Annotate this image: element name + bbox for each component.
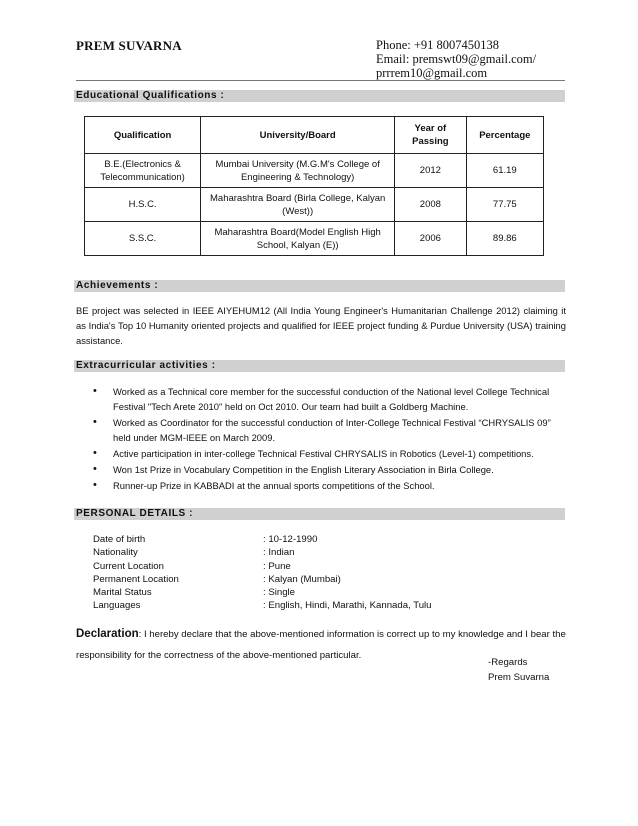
table-cell: S.S.C. xyxy=(85,222,201,256)
declaration-title: Declaration xyxy=(76,628,139,640)
column-header: Qualification xyxy=(85,117,201,154)
table-row xyxy=(85,154,544,188)
qualifications-table xyxy=(84,116,544,256)
detail-label: Current Location xyxy=(93,560,164,572)
column-header: Percentage xyxy=(466,117,543,154)
column-header: University/Board xyxy=(201,117,395,154)
section-header-extracurricular: Extracurricular activities : xyxy=(74,360,565,372)
phone-text: Phone: +91 8007450138 xyxy=(376,38,500,52)
table-cell: 2006 xyxy=(395,222,466,256)
detail-label: Date of birth xyxy=(93,534,146,545)
list-item: • Won 1st Prize in Vocabulary Competition in the English Literary Association in Birla College. xyxy=(76,462,566,477)
detail-value: : 10-12-1990 xyxy=(263,534,318,545)
extracurricular-list xyxy=(76,384,566,494)
table-cell: 2008 xyxy=(395,188,466,222)
header-divider xyxy=(76,80,565,81)
email-text-1: Email: premswt09@gmail.com/ xyxy=(376,52,537,66)
table-row xyxy=(85,222,544,256)
detail-row xyxy=(93,546,432,559)
table-cell: B.E.(Electronics & Telecommunication) xyxy=(85,154,201,188)
column-header: Year of Passing xyxy=(395,117,466,154)
table-row xyxy=(85,188,544,222)
regards-text: -Regards xyxy=(488,657,528,668)
list-item: • Runner-up Prize in KABBADI at the annual sports competitions of the School. xyxy=(76,478,566,493)
email-text-2: prrrem10@gmail.com xyxy=(376,66,488,80)
detail-row xyxy=(93,599,432,612)
detail-value: : Pune xyxy=(263,560,291,572)
table-cell: 61.19 xyxy=(466,154,543,188)
table-cell: Mumbai University (M.G.M's College of Engineering & Technology) xyxy=(201,154,395,188)
section-header-achievements: Achievements : xyxy=(74,280,565,292)
signature-name: Prem Suvarna xyxy=(488,672,550,683)
table-cell: 77.75 xyxy=(466,188,543,222)
detail-value: : English, Hindi, Marathi, Kannada, Tulu xyxy=(263,600,432,612)
list-item: • Active participation in inter-college Technical Festival CHRYSALIS in Robotics (Level-1) competitions. xyxy=(76,446,566,461)
detail-row xyxy=(93,533,432,546)
declaration-text: : I hereby declare that the above-mentioned information is correct up to my knowledge and I bear the responsibility for the correctness of the above-mentioned particular. xyxy=(76,629,566,661)
personal-details-list xyxy=(93,533,432,613)
section-header-personal: PERSONAL DETAILS : xyxy=(74,508,565,520)
candidate-name: PREM SUVARNA xyxy=(76,38,182,53)
detail-label: Nationality xyxy=(93,547,138,559)
detail-row xyxy=(93,573,432,586)
detail-row xyxy=(93,560,432,573)
detail-row xyxy=(93,586,432,599)
detail-label: Permanent Location xyxy=(93,573,179,585)
detail-label: Marital Status xyxy=(93,587,152,599)
section-header-education: Educational Qualifications : xyxy=(74,90,565,102)
list-item: • Worked as Coordinator for the successful conduction of Inter-College Technical Festival “CHRYSALIS 09” held under MGM-IEEE on March 2009. xyxy=(76,415,566,445)
detail-label: Languages xyxy=(93,600,141,612)
detail-value: : Indian xyxy=(263,547,295,559)
contact-block xyxy=(376,38,536,80)
table-cell: Maharashtra Board(Model English High School, Kalyan (E)) xyxy=(201,222,395,256)
list-item: • Worked as a Technical core member for the successful conduction of the National level College Technical Festival "Tech Arete 2010" held on Oct 2010. Our team had built a Goldberg Machine. xyxy=(76,384,566,414)
detail-value: : Single xyxy=(263,587,295,599)
signature-block xyxy=(488,655,549,685)
table-cell: 2012 xyxy=(395,154,466,188)
table-cell: H.S.C. xyxy=(85,188,201,222)
achievements-paragraph: BE project was selected in IEEE AIYEHUM12 (All India Young Engineer's Humanitarian Challenge 2012) claiming it as India's Top 10 Humanity oriented projects and qualified for IEEE project funding & Purdue University (USA) training assistance. xyxy=(76,305,566,346)
table-cell: 89.86 xyxy=(466,222,543,256)
table-cell: Maharashtra Board (Birla College, Kalyan (West)) xyxy=(201,188,395,222)
table-header-row xyxy=(85,117,544,154)
detail-value: : Kalyan (Mumbai) xyxy=(263,573,341,585)
